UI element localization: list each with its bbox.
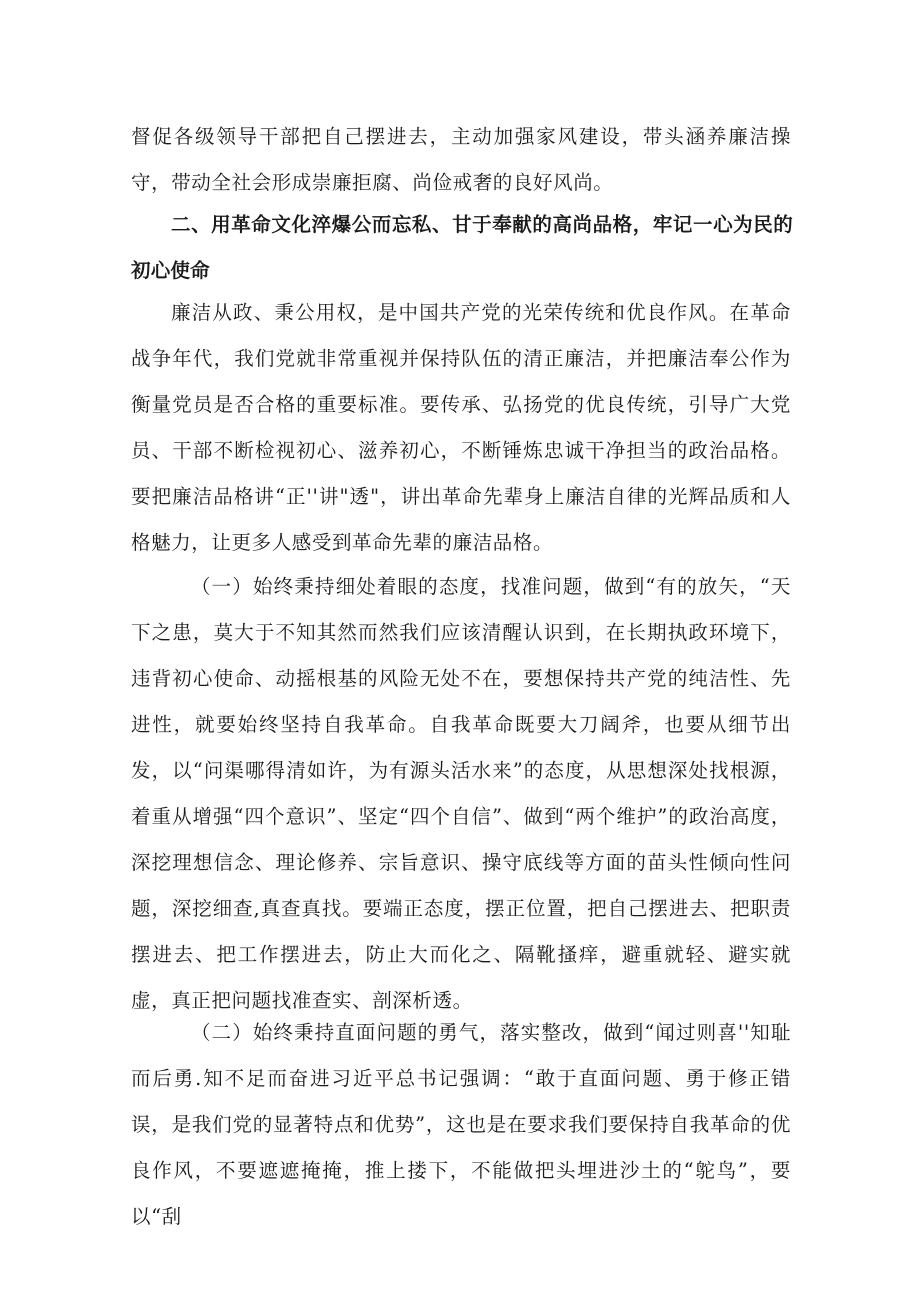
- subsection-paragraph-one: （一）始终秉持细处着眼的态度，找准问题，做到“有的放矢，“天下之患，莫大于不知其然而然我们应该清醒认识到，在长期执政环境下，违背初心使命、动摇根基的风险无处不在，要想保持共产党的纯洁性、先进性，就要始终坚持自我革命。自我革命既要大刀阔斧，也要从细节出发，以“问渠哪得清如许，为有源头活水来”的态度，从思想深处找根源，着重从增强“四个意识”、坚定“四个自信”、做到“两个维护”的政治高度，深挖理想信念、理论修养、宗旨意识、操守底线等方面的苗头性倾向性问题，深挖细查,真查真找。要端正态度，摆正位置，把自己摆进去、把职责摆进去、把工作摆进去，防止大而化之、隔靴搔痒，避重就轻、避实就虚，真正把问题找准查实、剖深析透。: [131, 575, 791, 1012]
- subsection-paragraph-two: （二）始终秉持直面问题的勇气，落实整改，做到“闻过则喜''知耻而后勇.知不足而奋进习近平总书记强调：“敢于直面问题、勇于修正错误，是我们党的显著特点和优势”，这也是在要求我们要保持自我革命的优良作风，不要遮遮掩掩，推上搂下，不能做把头埋进沙土的“鸵鸟”，要以“刮: [131, 1021, 791, 1228]
- body-paragraph: 廉洁从政、秉公用权，是中国共产党的光荣传统和优良作风。在革命战争年代，我们党就非常重视并保持队伍的清正廉洁，并把廉洁奉公作为衡量党员是否合格的重要标准。要传承、弘扬党的优良传统，引导广大党员、干部不断检视初心、滋养初心，不断锤炼忠诚干净担当的政治品格。要把廉洁品格讲“正''讲"透"，讲出革命先辈身上廉洁自律的光辉品质和人格魅力，让更多人感受到革命先辈的廉洁品格。: [131, 301, 791, 554]
- body-paragraph-continuation: 督促各级领导干部把自己摆进去，主动加强家风建设，带头涵养廉洁操守，带动全社会形成崇廉拒腐、尚俭戒奢的良好风尚。: [131, 125, 791, 194]
- section-heading: 二、用革命文化淬爆公而忘私、甘于奉献的高尚品格，牢记一心为民的初心使命: [131, 213, 793, 282]
